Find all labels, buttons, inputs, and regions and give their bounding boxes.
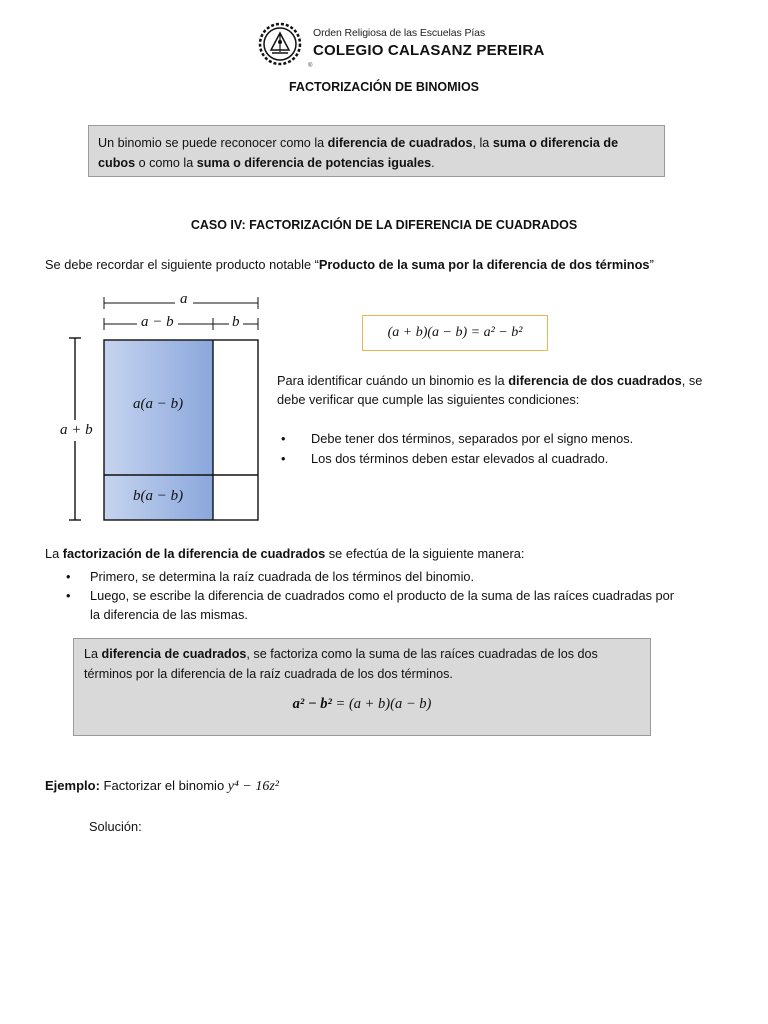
solution-label: Solución: bbox=[89, 819, 142, 834]
identify-text-2: , se debe verificar que cumple las siguientes condiciones: bbox=[277, 373, 703, 407]
identify-paragraph bbox=[277, 371, 717, 409]
intro-bold-1: diferencia de cuadrados bbox=[327, 136, 473, 150]
intro-bold-2: suma o diferencia de cubos bbox=[98, 136, 619, 170]
example-label: Ejemplo: bbox=[45, 778, 100, 793]
school-name: COLEGIO CALASANZ PEREIRA bbox=[313, 42, 545, 59]
factorization-intro bbox=[45, 546, 524, 561]
intro-bold-3: suma o diferencia de potencias iguales bbox=[196, 156, 432, 170]
example-line bbox=[45, 778, 279, 795]
intro-text-4: . bbox=[431, 156, 435, 170]
fact-text-2: se efectúa de la siguiente manera: bbox=[325, 546, 525, 561]
intro-box bbox=[88, 125, 665, 177]
list-item: • Primero, se determina la raíz cuadrada de los términos del binomio. bbox=[64, 567, 684, 586]
remember-text-1: Se debe recordar el siguiente producto notable “ bbox=[45, 257, 319, 272]
intro-text-2: , la bbox=[472, 136, 493, 150]
rule-text-1: La bbox=[84, 647, 102, 661]
diagram-area-top: a(a − b) bbox=[133, 396, 184, 412]
conditions-list bbox=[277, 429, 717, 469]
example-text: Factorizar el binomio bbox=[99, 778, 228, 793]
rule-box bbox=[73, 638, 651, 736]
diagram-label-a-minus-b: a − b bbox=[137, 314, 178, 331]
document-title: FACTORIZACIÓN DE BINOMIOS bbox=[288, 80, 480, 94]
square-area-diagram bbox=[55, 290, 275, 525]
diagram-area-bottom: b(a − b) bbox=[133, 488, 184, 504]
rule-formula-left: a² − b² bbox=[292, 696, 332, 712]
diagram-label-a: a bbox=[175, 291, 193, 308]
school-seal-icon bbox=[258, 22, 302, 66]
list-item: • Los dos términos deben estar elevados al cuadrado. bbox=[277, 449, 717, 469]
diagram-label-b: b bbox=[229, 314, 243, 331]
steps-list bbox=[64, 567, 684, 624]
fact-text-1: La bbox=[45, 546, 63, 561]
rule-formula bbox=[84, 694, 640, 714]
example-expression: y⁴ − 16z² bbox=[227, 779, 279, 794]
case-title: CASO IV: FACTORIZACIÓN DE LA DIFERENCIA DE CUADRADOS bbox=[190, 218, 578, 232]
remember-line bbox=[45, 257, 654, 272]
rule-text-2: , se factoriza como la suma de las raíces cuadradas de los dos términos por la diferencia de la raíz cuadrada de los dos términos. bbox=[84, 647, 598, 681]
registered-mark: ® bbox=[308, 63, 313, 69]
list-item: • Debe tener dos términos, separados por el signo menos. bbox=[277, 429, 717, 449]
rule-bold: diferencia de cuadrados bbox=[101, 647, 247, 661]
remember-text-2: ” bbox=[649, 257, 654, 272]
identify-text-1: Para identificar cuándo un binomio es la bbox=[277, 373, 509, 388]
fact-bold: factorización de la diferencia de cuadrados bbox=[62, 546, 326, 561]
identify-bold: diferencia de dos cuadrados bbox=[508, 373, 682, 388]
org-line: Orden Religiosa de las Escuelas Pías bbox=[313, 27, 486, 39]
intro-text-1: Un binomio se puede reconocer como la bbox=[98, 136, 328, 150]
remember-bold: Producto de la suma por la diferencia de dos términos bbox=[318, 257, 650, 272]
product-formula-box: (a + b)(a − b) = a² − b² bbox=[362, 315, 548, 351]
diagram-label-a-plus-b: a + b bbox=[59, 420, 94, 441]
intro-text-3: o como la bbox=[135, 156, 197, 170]
list-item: • Luego, se escribe la diferencia de cuadrados como el producto de la suma de las raíces cuadradas por la diferencia de las mismas. bbox=[64, 586, 684, 624]
rule-formula-right: = (a + b)(a − b) bbox=[331, 696, 432, 712]
